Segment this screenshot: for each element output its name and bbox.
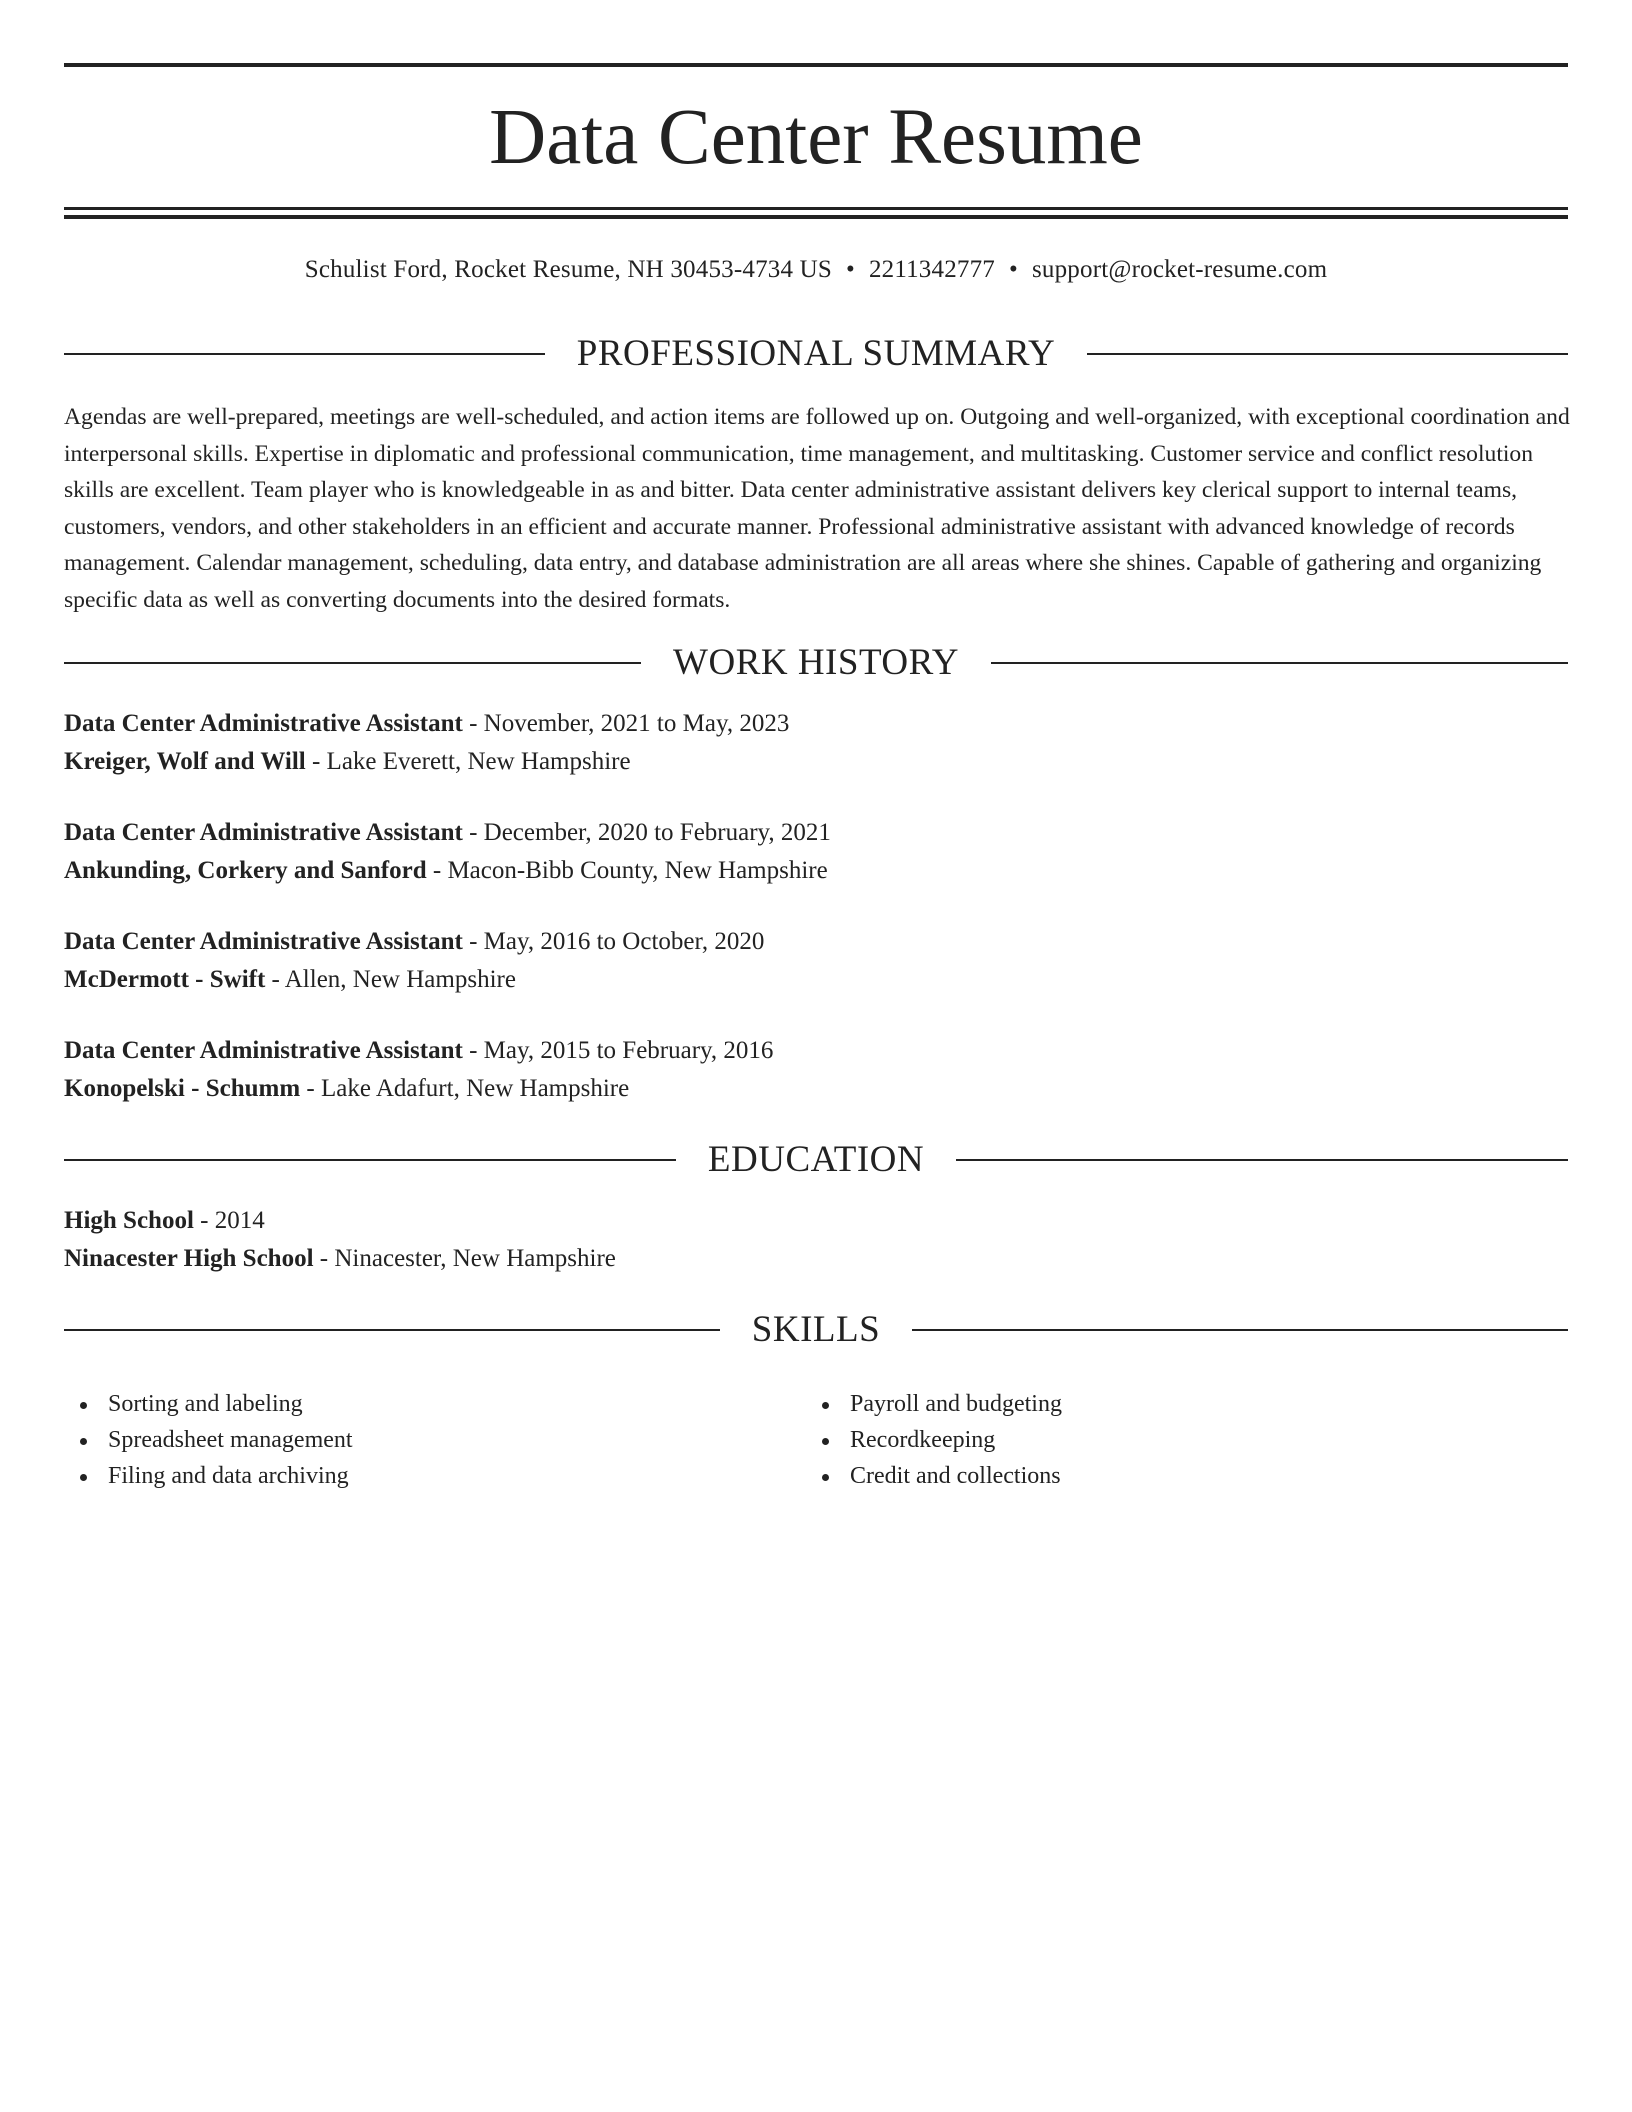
company-name: Konopelski - Schumm — [64, 1075, 301, 1102]
divider-line — [991, 662, 1568, 664]
work-title-line — [64, 1032, 1568, 1070]
job-dates: - May, 2016 to October, 2020 — [462, 928, 765, 955]
divider-line — [912, 1329, 1568, 1331]
work-entry — [64, 923, 1568, 999]
section-header-work-history — [64, 638, 1568, 688]
company-location: - Allen, New Hampshire — [265, 966, 516, 993]
work-title-line — [64, 814, 1568, 852]
education-year: - 2014 — [193, 1207, 265, 1234]
section-title-work-history: WORK HISTORY — [673, 642, 959, 683]
company-location: - Macon-Bibb County, New Hampshire — [426, 857, 828, 884]
skill-item: Payroll and budgeting — [806, 1386, 1548, 1422]
divider-line — [956, 1159, 1568, 1161]
contact-separator: • — [1009, 256, 1018, 283]
skills-column-left — [64, 1386, 806, 1494]
job-role: Data Center Administrative Assistant — [64, 819, 463, 846]
contact-address: Schulist Ford, Rocket Resume, NH 30453-4734 US — [304, 256, 832, 283]
job-dates: - November, 2021 to May, 2023 — [462, 710, 790, 737]
work-title-line — [64, 923, 1568, 961]
skill-item: Recordkeeping — [806, 1422, 1548, 1458]
company-location: - Lake Everett, New Hampshire — [305, 748, 631, 775]
job-dates: - December, 2020 to February, 2021 — [462, 819, 831, 846]
work-company-line — [64, 852, 1568, 890]
section-header-skills — [64, 1305, 1568, 1355]
work-entry — [64, 705, 1568, 781]
section-title-summary: PROFESSIONAL SUMMARY — [576, 333, 1056, 374]
title-rule-upper — [64, 207, 1568, 210]
divider-line — [64, 353, 545, 355]
skills-list — [64, 1386, 1568, 1494]
divider-line — [64, 1329, 720, 1331]
school-location: - Ninacester, New Hampshire — [313, 1245, 616, 1272]
education-entry — [64, 1202, 1568, 1278]
section-header-summary — [64, 329, 1568, 379]
divider-line — [64, 1159, 676, 1161]
job-role: Data Center Administrative Assistant — [64, 710, 463, 737]
job-role: Data Center Administrative Assistant — [64, 1037, 463, 1064]
divider-line — [1087, 353, 1568, 355]
title-rule-lower — [64, 215, 1568, 219]
company-location: - Lake Adafurt, New Hampshire — [300, 1075, 630, 1102]
work-company-line — [64, 961, 1568, 999]
work-entry — [64, 1032, 1568, 1108]
contact-line — [64, 252, 1568, 288]
company-name: McDermott - Swift — [64, 966, 266, 993]
contact-email: support@rocket-resume.com — [1031, 256, 1328, 283]
skill-item: Spreadsheet management — [64, 1422, 806, 1458]
education-degree: High School — [64, 1207, 194, 1234]
top-rule — [64, 63, 1568, 67]
work-entry — [64, 814, 1568, 890]
school-name: Ninacester High School — [64, 1245, 314, 1272]
education-school-line — [64, 1240, 1568, 1278]
skills-column-right — [806, 1386, 1548, 1494]
contact-phone: 2211342777 — [868, 256, 996, 283]
company-name: Kreiger, Wolf and Will — [64, 748, 306, 775]
company-name: Ankunding, Corkery and Sanford — [64, 857, 427, 884]
work-company-line — [64, 1070, 1568, 1108]
job-role: Data Center Administrative Assistant — [64, 928, 463, 955]
job-dates: - May, 2015 to February, 2016 — [462, 1037, 774, 1064]
section-title-skills: SKILLS — [751, 1309, 881, 1350]
section-header-education — [64, 1135, 1568, 1185]
work-title-line — [64, 705, 1568, 743]
divider-line — [64, 662, 641, 664]
skill-item: Sorting and labeling — [64, 1386, 806, 1422]
skill-item: Credit and collections — [806, 1458, 1548, 1494]
resume-title: Data Center Resume — [489, 94, 1143, 181]
summary-text: Agendas are well-prepared, meetings are well-scheduled, and action items are followed up on. Outgoing and well-organized, with exceptional coordination and interpersonal skills. Expertise in diplomatic and professional communication, time management, and multitasking. Customer service and conflict resolution skills are excellent. Team player who is knowledgeable in as and bitter. Data center administrative assistant delivers key clerical support to internal teams, customers, vendors, and other stakeholders in an efficient and accurate manner. Professional administrative assistant with advanced knowledge of records management. Calendar management, scheduling, data entry, and database administration are all areas where she shines. Capable of gathering and organizing specific data as well as converting documents into the desired formats. — [64, 404, 1570, 613]
work-company-line — [64, 743, 1568, 781]
education-degree-line — [64, 1202, 1568, 1240]
skill-item: Filing and data archiving — [64, 1458, 806, 1494]
section-title-education: EDUCATION — [707, 1139, 925, 1180]
contact-separator: • — [845, 256, 855, 283]
